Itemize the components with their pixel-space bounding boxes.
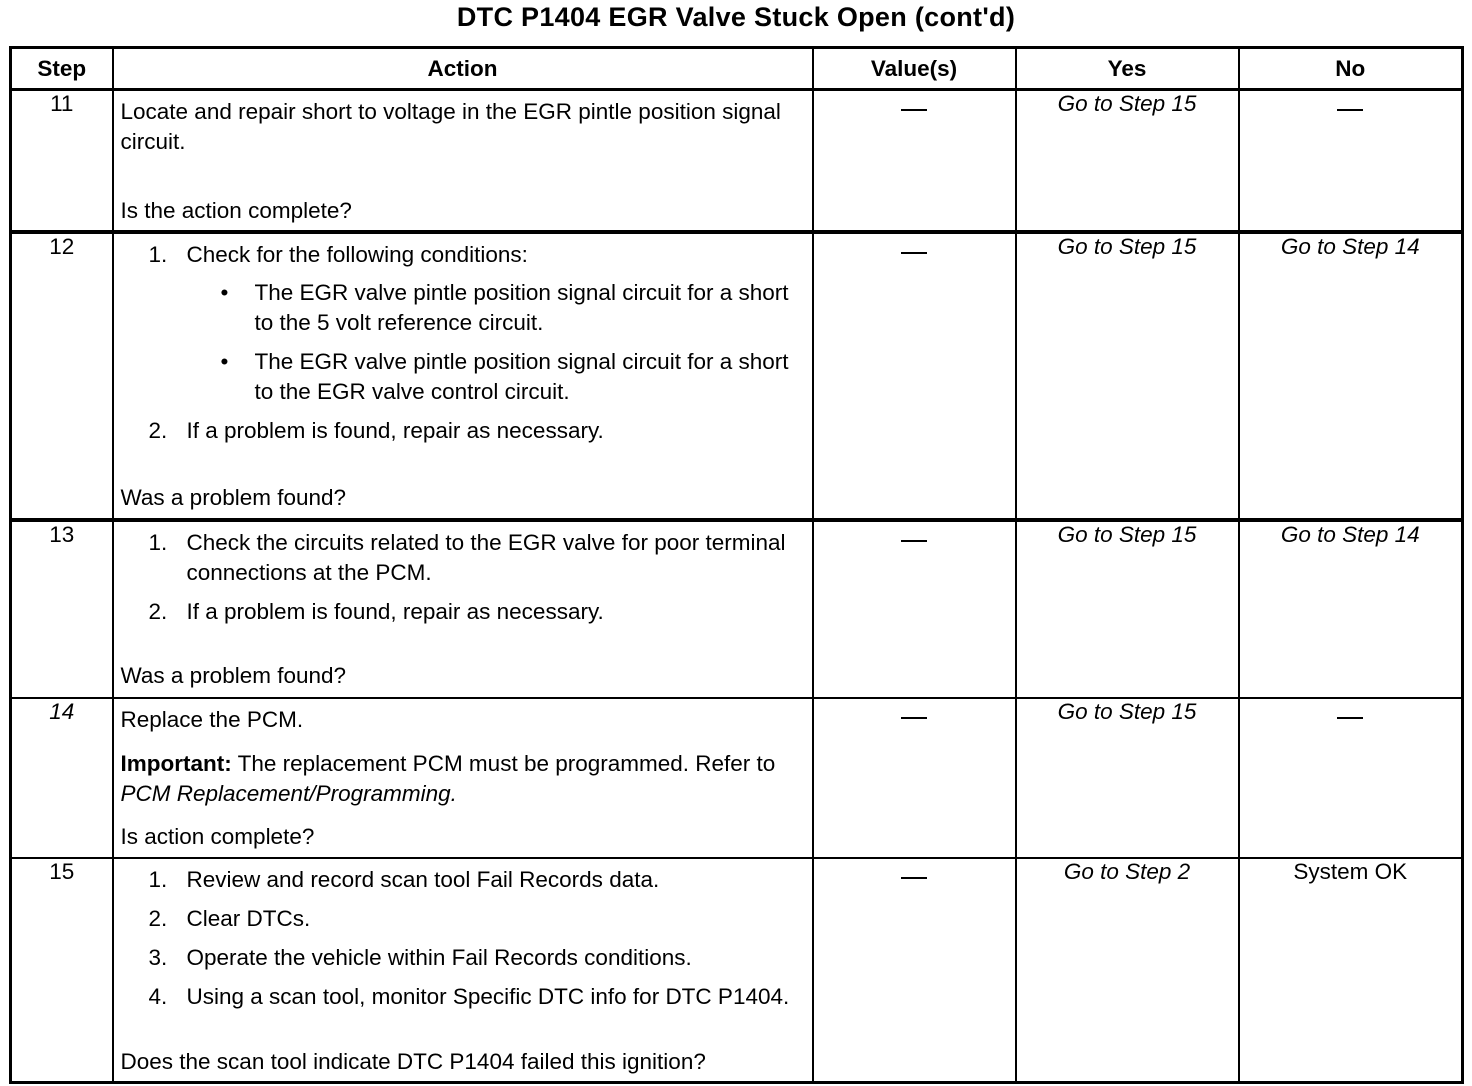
no-cell bbox=[1239, 90, 1463, 232]
action-list-item bbox=[149, 943, 804, 973]
list-number: 1. bbox=[148, 866, 168, 892]
important-note bbox=[121, 749, 804, 809]
important-label: Important: bbox=[120, 750, 232, 776]
list-number: 2. bbox=[148, 905, 168, 931]
no-link[interactable]: Go to Step 14 bbox=[1239, 232, 1463, 520]
header-values: Value(s) bbox=[813, 48, 1016, 90]
yes-link[interactable]: Go to Step 15 bbox=[1016, 90, 1239, 232]
table-row bbox=[11, 858, 1463, 1083]
action-question: Was a problem found? bbox=[120, 662, 347, 688]
step-number: 14 bbox=[11, 698, 113, 858]
value-cell bbox=[813, 90, 1016, 232]
step-number: 13 bbox=[11, 520, 113, 698]
value-dash bbox=[901, 717, 927, 719]
list-number: 1. bbox=[148, 241, 168, 267]
action-list-item bbox=[149, 597, 804, 627]
step-number: 11 bbox=[11, 90, 113, 232]
table-row bbox=[11, 698, 1463, 858]
action-list-item bbox=[149, 865, 804, 895]
action-cell bbox=[113, 232, 813, 520]
header-action: Action bbox=[113, 48, 813, 90]
bullet-item bbox=[221, 278, 804, 338]
table-row bbox=[11, 90, 1463, 232]
table-row bbox=[11, 520, 1463, 698]
no-cell bbox=[1239, 698, 1463, 858]
bullet-item bbox=[221, 347, 804, 407]
value-cell bbox=[813, 698, 1016, 858]
diagnostic-table bbox=[9, 46, 1464, 1084]
table-row bbox=[11, 232, 1463, 520]
header-row bbox=[11, 48, 1463, 90]
list-text: Using a scan tool, monitor Specific DTC info for DTC P1404. bbox=[186, 983, 790, 1009]
header-yes: Yes bbox=[1016, 48, 1239, 90]
bullet-dot: • bbox=[220, 348, 229, 374]
bullet-text: The EGR valve pintle position signal circuit for a short to the EGR valve control circuit. bbox=[254, 348, 789, 404]
list-number: 3. bbox=[148, 944, 168, 970]
action-list-item bbox=[149, 982, 804, 1012]
action-cell bbox=[113, 520, 813, 698]
value-dash bbox=[901, 109, 927, 111]
bullet-text: The EGR valve pintle position signal circuit for a short to the 5 volt reference circuit. bbox=[254, 279, 789, 335]
no-dash bbox=[1337, 717, 1363, 719]
value-cell bbox=[813, 858, 1016, 1083]
header-no: No bbox=[1239, 48, 1463, 90]
action-list-item bbox=[149, 240, 804, 407]
action-question: Was a problem found? bbox=[120, 484, 347, 510]
value-cell bbox=[813, 232, 1016, 520]
step-number: 15 bbox=[11, 858, 113, 1083]
action-cell bbox=[113, 858, 813, 1083]
list-number: 2. bbox=[148, 417, 168, 443]
page-title: DTC P1404 EGR Valve Stuck Open (cont'd) bbox=[456, 2, 1016, 32]
list-text: Operate the vehicle within Fail Records conditions. bbox=[186, 944, 692, 970]
no-link[interactable]: Go to Step 14 bbox=[1239, 520, 1463, 698]
yes-link[interactable]: Go to Step 15 bbox=[1016, 520, 1239, 698]
list-text: If a problem is found, repair as necessary. bbox=[186, 417, 604, 443]
yes-link[interactable]: Go to Step 15 bbox=[1016, 698, 1239, 858]
no-result: System OK bbox=[1239, 858, 1463, 1083]
list-text: Check the circuits related to the EGR valve for poor terminal connections at the PCM. bbox=[186, 529, 786, 585]
no-dash bbox=[1337, 109, 1363, 111]
step-number: 12 bbox=[11, 232, 113, 520]
action-text: Replace the PCM. bbox=[120, 706, 304, 732]
reference-link[interactable]: PCM Replacement/Programming. bbox=[120, 780, 457, 806]
list-number: 4. bbox=[148, 983, 168, 1009]
list-text: Review and record scan tool Fail Records data. bbox=[186, 866, 660, 892]
yes-link[interactable]: Go to Step 15 bbox=[1016, 232, 1239, 520]
list-number: 1. bbox=[148, 529, 168, 555]
bullet-dot: • bbox=[220, 279, 229, 305]
list-text: Check for the following conditions: bbox=[186, 241, 528, 267]
action-question: Does the scan tool indicate DTC P1404 failed this ignition? bbox=[120, 1048, 706, 1074]
value-dash bbox=[901, 877, 927, 879]
list-number: 2. bbox=[148, 598, 168, 624]
list-text: If a problem is found, repair as necessary. bbox=[186, 598, 604, 624]
important-text: The replacement PCM must be programmed. Refer to bbox=[231, 750, 776, 776]
value-cell bbox=[813, 520, 1016, 698]
action-cell bbox=[113, 90, 813, 232]
yes-link[interactable]: Go to Step 2 bbox=[1016, 858, 1239, 1083]
value-dash bbox=[901, 540, 927, 542]
action-list-item bbox=[149, 416, 804, 446]
action-text: Locate and repair short to voltage in the EGR pintle position signal circuit. bbox=[120, 99, 781, 154]
list-text: Clear DTCs. bbox=[186, 905, 311, 931]
value-dash bbox=[901, 252, 927, 254]
action-list-item bbox=[149, 528, 804, 588]
action-question: Is the action complete? bbox=[120, 198, 352, 223]
header-step: Step bbox=[11, 48, 113, 90]
action-list-item bbox=[149, 904, 804, 934]
action-question: Is action complete? bbox=[120, 823, 315, 849]
action-cell bbox=[113, 698, 813, 858]
